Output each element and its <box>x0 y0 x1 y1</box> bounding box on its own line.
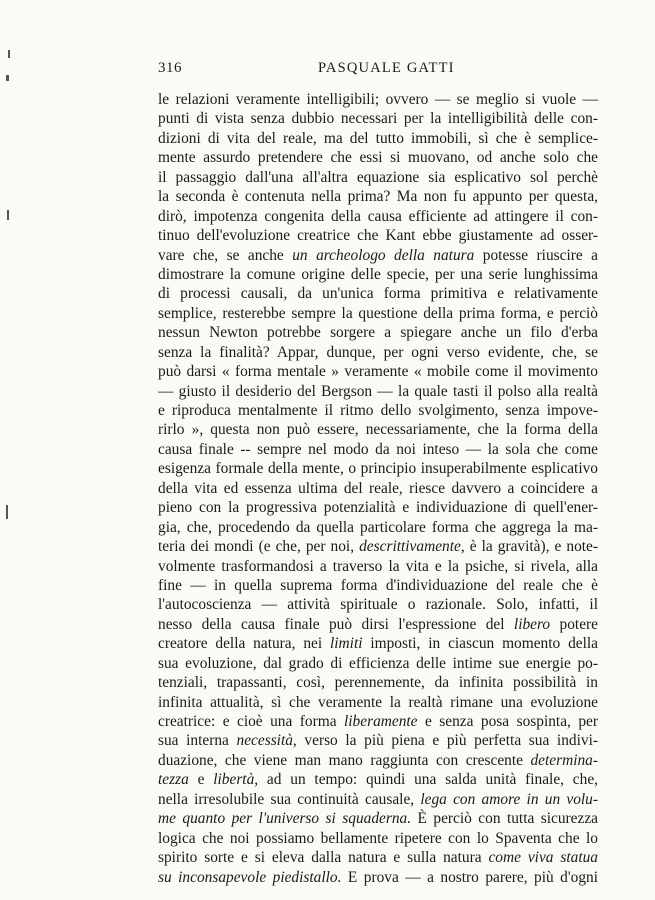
text-span: imposti, in ciascun momento della <box>362 635 598 653</box>
text-span: infinita attualità, sì che veramente la realtà rimane una evoluzione <box>158 693 598 711</box>
text-span: potere <box>550 615 598 633</box>
italic-span: su inconsapevole piedistallo. <box>158 868 342 886</box>
text-line <box>158 731 598 750</box>
text-span: E prova — a nostro parere, più d'ogni <box>341 868 599 886</box>
italic-span: determina- <box>530 751 598 769</box>
italic-span: un archeologo della natura <box>292 246 475 264</box>
text-span: e riproduca mentalmente il ritmo dello svolgimento, senza impove- <box>158 402 598 419</box>
text-line <box>158 207 598 226</box>
text-span: e senza posa sospinta, per <box>417 713 598 730</box>
text-span: punti di vista senza dubbio necessari per la intelligibilità delle con- <box>158 110 598 128</box>
text-line <box>158 693 598 712</box>
text-line <box>158 557 598 576</box>
text-line <box>158 382 598 401</box>
text-span: creatore della natura, nei <box>158 635 330 653</box>
text-span: l'autocoscienza — attività spirituale o razionale. Solo, infatti, il <box>158 596 598 614</box>
text-span: nella irresolubile sua continuità causale, <box>158 790 421 808</box>
text-span: esigenza formale della mente, o principio insuperabilmente esplicativo <box>158 460 598 478</box>
text-line <box>158 537 598 556</box>
text-span: le relazioni veramente intelligibili; ovvero — se meglio si vuole — <box>158 91 598 108</box>
text-span: — giusto il desiderio del Bergson — la quale tasti il polso alla realtà <box>158 382 598 400</box>
italic-span: liberamente <box>344 713 418 730</box>
text-line <box>158 751 598 770</box>
text-span: tenziali, trapassanti, così, perennemente, da infinita possibilità in <box>158 674 598 692</box>
text-line <box>158 790 598 809</box>
text-line <box>158 673 598 692</box>
text-span: vare che, se anche <box>158 246 293 264</box>
italic-span: descrittivamente, <box>359 538 465 556</box>
text-line <box>158 109 598 128</box>
running-header <box>158 60 598 82</box>
margin-mark <box>8 50 10 58</box>
text-line <box>158 129 598 148</box>
text-span: causa finale -- sempre nel modo da noi inteso — la sola che come <box>158 440 598 458</box>
text-span: senza la finalità? Appar, dunque, per ogni verso evidente, che, se <box>158 343 598 361</box>
margin-mark <box>6 505 8 519</box>
text-span: logica che noi possiamo bellamente ripetere con lo Spaventa che lo <box>158 829 598 847</box>
text-span: pieno con la progressiva potenzialità e individuazione di quell'ener- <box>158 499 598 517</box>
text-span: È perciò con tutta sicurezza <box>411 810 598 828</box>
text-span: rirlo », questa non può essere, necessariamente, che la forma della <box>158 421 598 439</box>
text-span: gia, che, procedendo da quella particolare forma che aggrega la ma- <box>158 518 598 536</box>
text-line <box>158 829 598 848</box>
italic-span: lega con amore in un volu- <box>420 790 599 808</box>
text-line <box>158 518 598 537</box>
text-line <box>158 615 598 634</box>
text-line <box>158 459 598 478</box>
text-line <box>158 246 598 265</box>
text-line <box>158 440 598 459</box>
text-line <box>158 479 598 498</box>
text-line <box>158 323 598 342</box>
text-line <box>158 401 598 420</box>
text-line <box>158 809 598 828</box>
text-span: volmente trasformandosi a traverso la vita e la psiche, si rivela, alla <box>158 557 598 575</box>
body-text <box>158 90 598 887</box>
text-span: può darsi « forma mentale » veramente « mobile come il movimento <box>158 363 598 381</box>
text-line <box>158 265 598 284</box>
text-line <box>158 848 598 867</box>
text-span: tinuo dell'evoluzione creatrice che Kant ebbe giustamente ad osser- <box>158 227 598 245</box>
italic-span: tezza <box>158 771 189 789</box>
text-line <box>158 187 598 206</box>
text-span: il passaggio dall'una all'altra equazione sia esplicativo sol perchè <box>158 168 598 186</box>
text-span: nesso della causa finale può dirsi l'espressione del <box>158 615 514 633</box>
text-span: dizioni di vita del reale, ma del tutto immobili, sì che è semplice- <box>158 129 598 147</box>
running-title: PASQUALE GATTI <box>318 60 455 76</box>
text-line <box>158 770 598 789</box>
text-line <box>158 90 598 109</box>
text-line <box>158 168 598 187</box>
text-line <box>158 654 598 673</box>
text-line <box>158 498 598 517</box>
italic-span: libertà, <box>213 771 259 789</box>
text-span: fine — in quella suprema forma d'individuazione del reale che è <box>158 576 598 594</box>
text-line <box>158 420 598 439</box>
text-line <box>158 343 598 362</box>
text-span: creatrice: e cioè una forma <box>158 713 344 730</box>
italic-span: limiti <box>330 635 363 653</box>
page-number: 316 <box>158 60 182 76</box>
text-span: potesse riuscire a <box>474 246 598 264</box>
text-span: semplice, resterebbe sempre la questione della prima forma, e perciò <box>158 304 598 322</box>
text-span: della vita ed essenza ultima del reale, riesce davvero a coincidere a <box>158 479 598 497</box>
text-span: verso la più piena e più perfetta sua indivi- <box>296 732 598 750</box>
text-line <box>158 595 598 614</box>
text-span: ad un tempo: quindi una salda unità finale, che, <box>258 771 598 789</box>
text-span: sua interna <box>158 732 237 750</box>
text-span: spirito sorte e si eleva dalla natura e sulla natura <box>158 849 489 867</box>
text-span: dimostrare la comune origine delle specie, per una serie lunghissima <box>158 265 598 283</box>
italic-span: libero <box>513 615 551 633</box>
text-line <box>158 362 598 381</box>
text-line <box>158 868 598 887</box>
text-span: nessun Newton potrebbe sorgere a spiegare anche un filo d'erba <box>158 324 598 342</box>
margin-mark <box>6 75 9 81</box>
margin-mark <box>7 210 9 220</box>
text-span: duazione, che viene man mano raggiunta con crescente <box>158 751 531 769</box>
text-line <box>158 304 598 323</box>
text-line <box>158 576 598 595</box>
italic-span: necessità, <box>236 732 297 750</box>
italic-span: me quanto per l'universo si squaderna. <box>158 810 412 828</box>
text-span: teria dei mondi (e che, per noi, <box>158 538 360 556</box>
text-span: mente assurdo pretendere che essi si muovano, od anche solo che <box>158 149 598 167</box>
text-span: è la gravità), e note- <box>464 538 598 556</box>
text-span: di processi causali, da un'unica forma primitiva e relativamente <box>158 285 598 303</box>
text-span: sua evoluzione, dal grado di efficienza delle intime sue energie po- <box>158 654 598 672</box>
text-span: la seconda è contenuta nella prima? Ma non fu appunto per questa, <box>158 188 598 206</box>
italic-span: come viva statua <box>488 849 598 867</box>
text-line <box>158 712 598 731</box>
text-span: e <box>188 771 214 789</box>
text-line <box>158 284 598 303</box>
text-line <box>158 226 598 245</box>
text-line <box>158 634 598 653</box>
text-line <box>158 148 598 167</box>
text-span: dirò, impotenza congenita della causa efficiente ad attingere il con- <box>158 207 598 225</box>
